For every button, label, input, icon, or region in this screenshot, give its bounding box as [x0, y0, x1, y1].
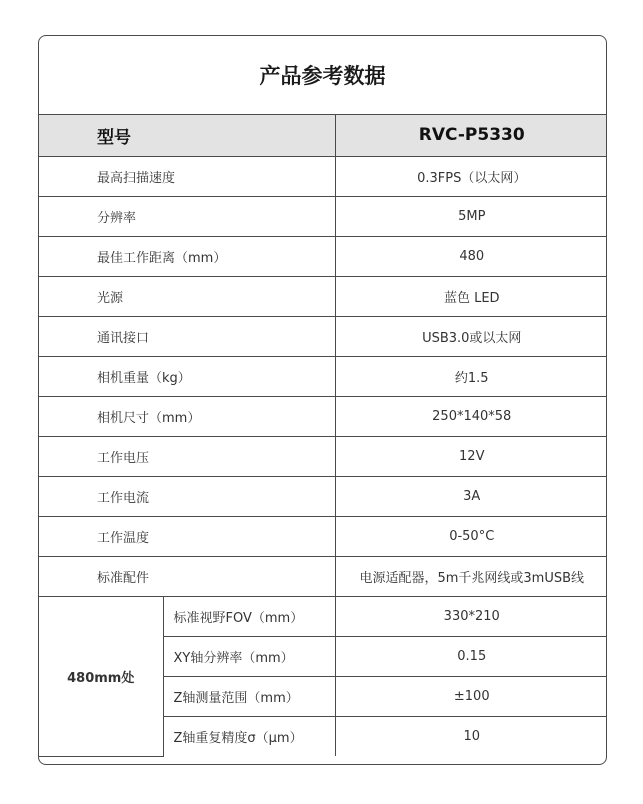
table-row — [39, 516, 607, 556]
row-value: USB3.0或以太网 — [335, 316, 607, 356]
row-label: 工作温度 — [39, 516, 335, 556]
table-row — [39, 436, 607, 476]
row-value: 3A — [335, 476, 607, 516]
spec-table-card — [38, 35, 607, 765]
group-row-label: XY轴分辨率（mm） — [163, 636, 335, 676]
row-label: 相机尺寸（mm） — [39, 396, 335, 436]
header-model: RVC-P5330 — [335, 115, 607, 156]
table-row — [39, 316, 607, 356]
table-row — [39, 356, 607, 396]
row-label: 最高扫描速度 — [39, 156, 335, 196]
row-value: 0-50°C — [335, 516, 607, 556]
row-value: 蓝色 LED — [335, 276, 607, 316]
row-value: 12V — [335, 436, 607, 476]
row-label: 最佳工作距离（mm） — [39, 236, 335, 276]
row-label: 相机重量（kg） — [39, 356, 335, 396]
table-row — [39, 556, 607, 596]
row-label: 光源 — [39, 276, 335, 316]
row-value: 0.3FPS（以太网） — [335, 156, 607, 196]
row-label: 标准配件 — [39, 556, 335, 596]
row-value: 480 — [335, 236, 607, 276]
group-row-label: 标准视野FOV（mm） — [163, 596, 335, 636]
row-value: 电源适配器，5m千兆网线或3mUSB线 — [335, 556, 607, 596]
table-row — [39, 396, 607, 436]
row-value: 250*140*58 — [335, 396, 607, 436]
group-row-value: ±100 — [335, 676, 607, 716]
row-value: 约1.5 — [335, 356, 607, 396]
table-row — [39, 236, 607, 276]
row-label: 工作电压 — [39, 436, 335, 476]
row-label: 工作电流 — [39, 476, 335, 516]
header-label: 型号 — [39, 115, 335, 156]
row-value: 5MP — [335, 196, 607, 236]
group-label: 480mm处 — [39, 596, 163, 756]
group-row-value: 0.15 — [335, 636, 607, 676]
table-row — [39, 196, 607, 236]
table-row — [39, 476, 607, 516]
row-label: 通讯接口 — [39, 316, 335, 356]
row-label: 分辨率 — [39, 196, 335, 236]
header-row — [39, 115, 607, 156]
group-row-value: 10 — [335, 716, 607, 756]
group-row-label: Z轴重复精度σ（μm） — [173, 730, 303, 746]
group-row-label: Z轴测量范围（mm） — [163, 676, 335, 716]
spec-table — [39, 115, 607, 757]
table-row — [39, 156, 607, 196]
group-row — [39, 596, 607, 636]
table-title: 产品参考数据 — [39, 36, 606, 115]
table-row — [39, 276, 607, 316]
group-row-value: 330*210 — [335, 596, 607, 636]
